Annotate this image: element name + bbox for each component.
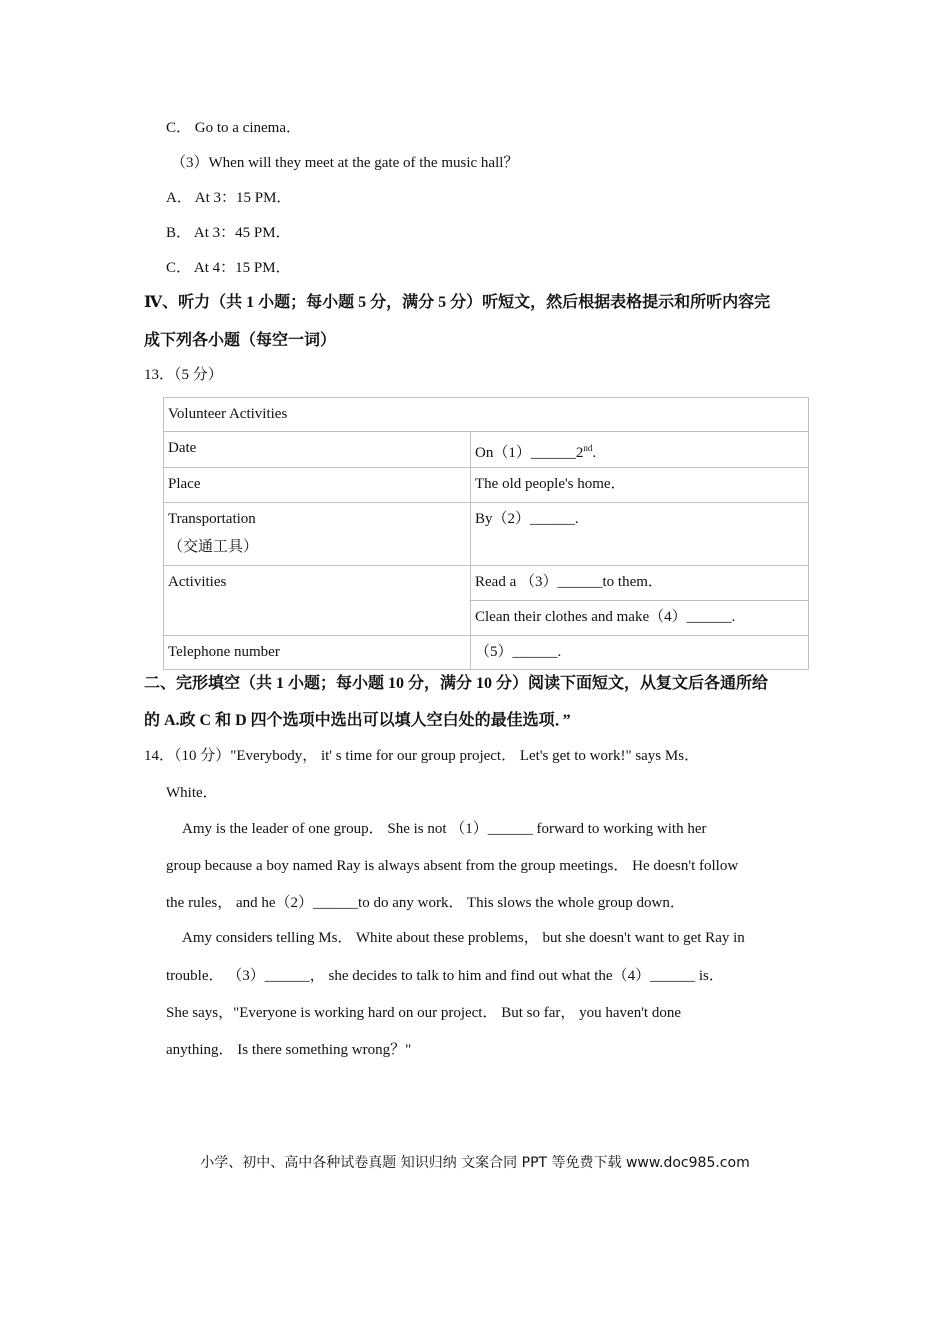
place-value: The old people's home．	[471, 468, 809, 503]
option-a: A． At 3：15 PM．	[166, 190, 292, 206]
activity-2: Clean their clothes and make（4）______.	[471, 601, 809, 636]
q14-line-6: Amy considers telling Ms． White about these problems， but she doesn't want to get Ray in	[182, 930, 745, 946]
option-c-cinema: C． Go to a cinema．	[166, 120, 301, 136]
date-label: Date	[164, 432, 471, 468]
option-b: B． At 3：45 PM．	[166, 225, 291, 241]
q14-line-4: group because a boy named Ray is always absent from the group meetings． He doesn't follow	[166, 858, 739, 874]
page-footer: 小学、初中、高中各种试卷真题 知识归纳 文案合同 PPT 等免费下载 www.doc985.com	[200, 1155, 750, 1171]
q14-line-5: the rules， and he（2）______to do any work． This slows the whole group down．	[166, 895, 685, 911]
activity-1: Read a （3）______to them．	[471, 566, 809, 601]
transport-label: Transportation （交通工具）	[164, 503, 471, 566]
phone-label: Telephone number	[164, 636, 471, 670]
section-4-heading-line2: 成下列各小题（每空一词）	[144, 332, 337, 349]
q14-line-7: trouble． （3）______， she decides to talk to him and find out what the（4）______ is．	[166, 968, 724, 984]
q14-line-2: White．	[166, 785, 218, 801]
section-4-heading-line1: Ⅳ、听力（共 1 小题；每小题 5 分，满分 5 分）听短文，然后根据表格提示和所听内容完	[144, 294, 771, 311]
transport-value: By（2）______.	[471, 503, 809, 566]
date-value: On（1）______2nd.	[471, 432, 809, 468]
place-label: Place	[164, 468, 471, 503]
q14-line-8: She says，"Everyone is working hard on our project． But so far， you haven't done	[166, 1005, 681, 1021]
option-c: C． At 4：15 PM．	[166, 260, 291, 276]
question-3: （3）When will they meet at the gate of the music hall？	[171, 155, 519, 171]
q14-line-1: 14．（10 分）"Everybody， it' s time for our group project． Let's get to work!" says Ms．	[144, 748, 700, 764]
phone-value: （5）______.	[471, 636, 809, 670]
section-2-heading-line1: 二、完形填空（共 1 小题；每小题 10 分，满分 10 分）阅读下面短文，从复文后各通所给	[144, 675, 769, 692]
table-title: Volunteer Activities	[164, 398, 809, 432]
q14-line-3: Amy is the leader of one group． She is not （1）______ forward to working with her	[182, 821, 707, 837]
question-13-heading: 13．（5 分）	[144, 367, 223, 383]
section-2-heading-line2: 的 A.政 C 和 D 四个选项中选出可以填人空白处的最佳选项．”	[144, 712, 571, 729]
q14-line-9: anything． Is there something wrong？"	[166, 1042, 412, 1058]
activities-label: Activities	[164, 566, 471, 636]
volunteer-table	[163, 397, 809, 670]
